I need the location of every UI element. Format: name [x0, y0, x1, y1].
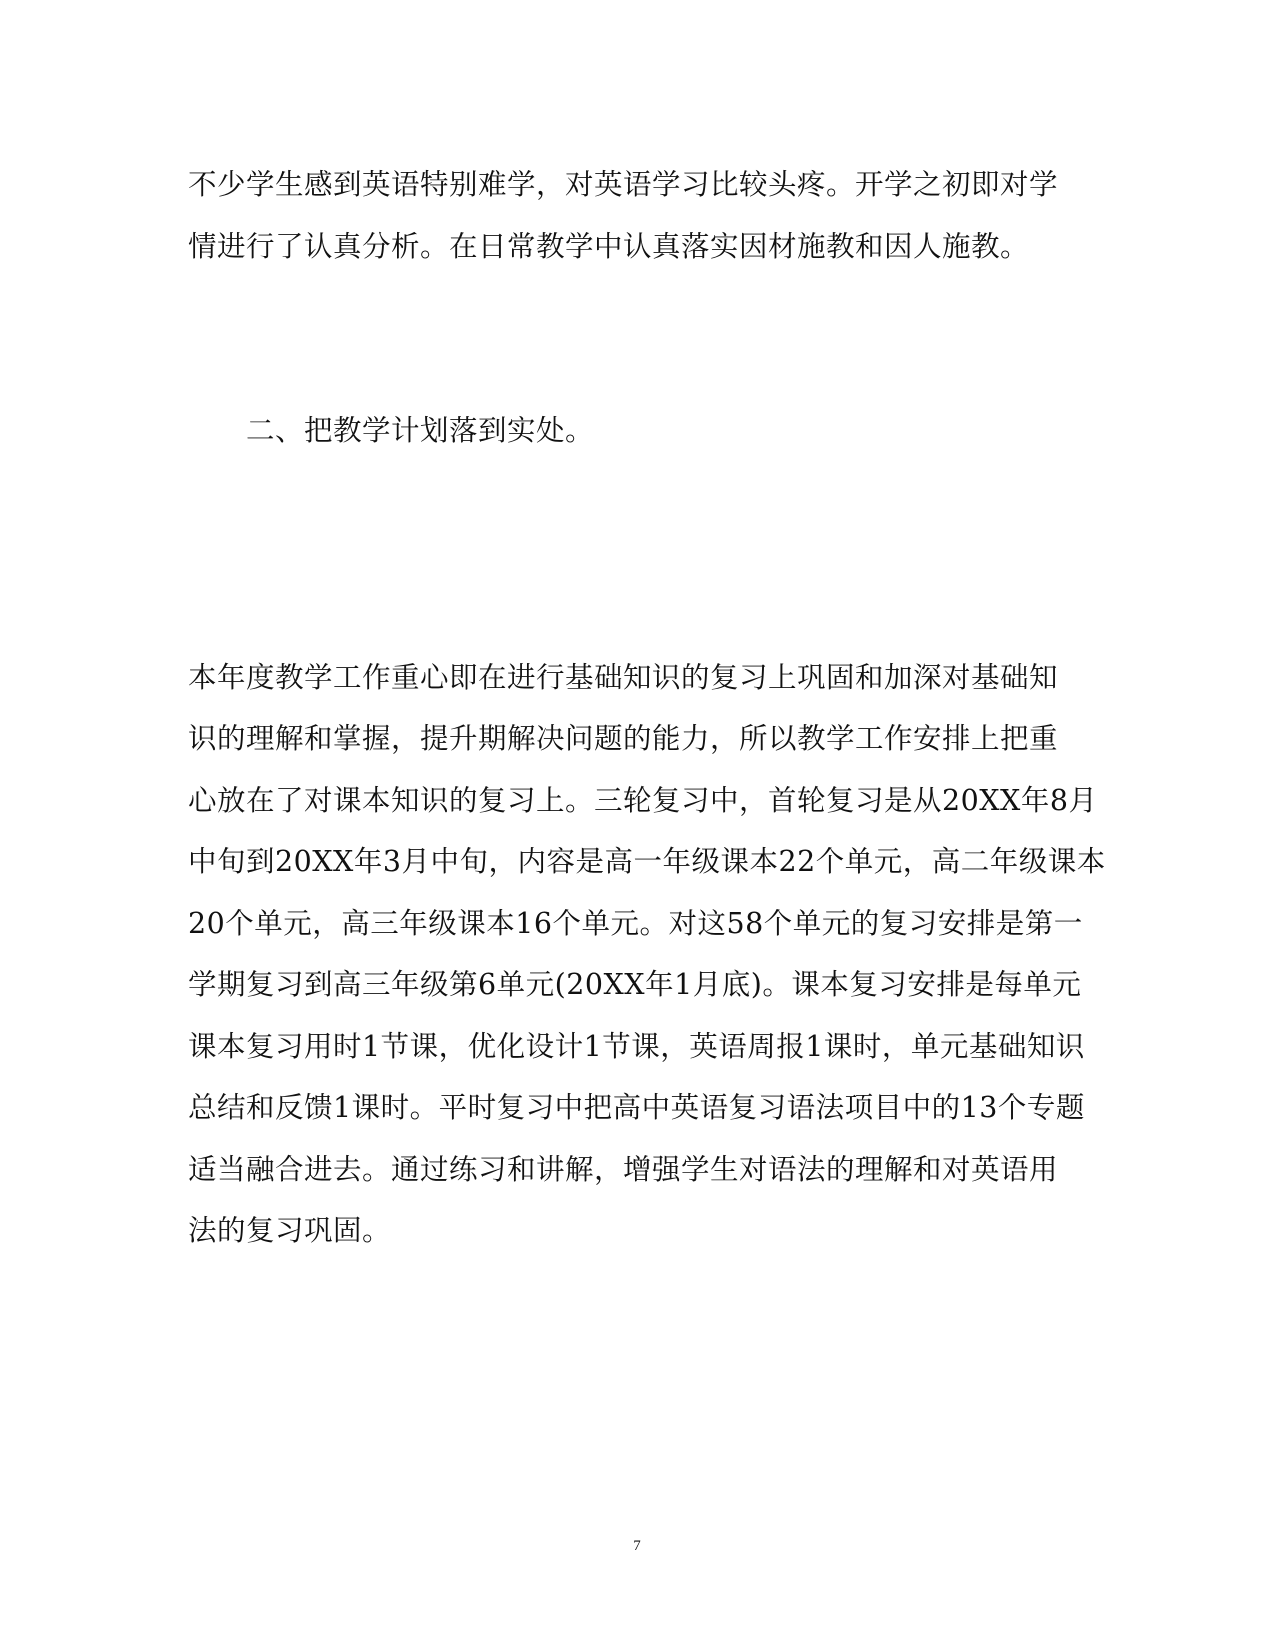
page-number: 7: [633, 1538, 641, 1554]
paragraph-2-line-3: 心放在了对课本知识的复习上。三轮复习中，首轮复习是从20XX年8月: [188, 784, 1098, 817]
paragraph-2-line-9: 适当融合进去。通过练习和讲解，增强学生对语法的理解和对英语用: [188, 1153, 1059, 1186]
section-heading: 二、把教学计划落到实处。: [246, 414, 595, 447]
paragraph-2-line-1: 本年度教学工作重心即在进行基础知识的复习上巩固和加深对基础知: [188, 661, 1059, 694]
paragraph-2-line-6: 学期复习到高三年级第6单元(20XX年1月底)。课本复习安排是每单元: [188, 968, 1082, 1001]
paragraph-1-line-2: 情进行了认真分析。在日常教学中认真落实因材施教和因人施教。: [188, 230, 1030, 263]
paragraph-2-line-10: 法的复习巩固。: [188, 1214, 392, 1247]
paragraph-1-line-1: 不少学生感到英语特别难学，对英语学习比较头疼。开学之初即对学: [188, 168, 1059, 201]
paragraph-2-line-5: 20个单元，高三年级课本16个单元。对这58个单元的复习安排是第一: [188, 907, 1083, 940]
paragraph-2-line-7: 课本复习用时1节课，优化设计1节课，英语周报1课时，单元基础知识: [188, 1030, 1085, 1063]
paragraph-2-line-8: 总结和反馈1课时。平时复习中把高中英语复习语法项目中的13个专题: [188, 1091, 1085, 1124]
paragraph-2-line-4: 中旬到20XX年3月中旬，内容是高一年级课本22个单元，高二年级课本: [188, 845, 1106, 878]
paragraph-2-line-2: 识的理解和掌握，提升期解决问题的能力，所以教学工作安排上把重: [188, 722, 1059, 755]
